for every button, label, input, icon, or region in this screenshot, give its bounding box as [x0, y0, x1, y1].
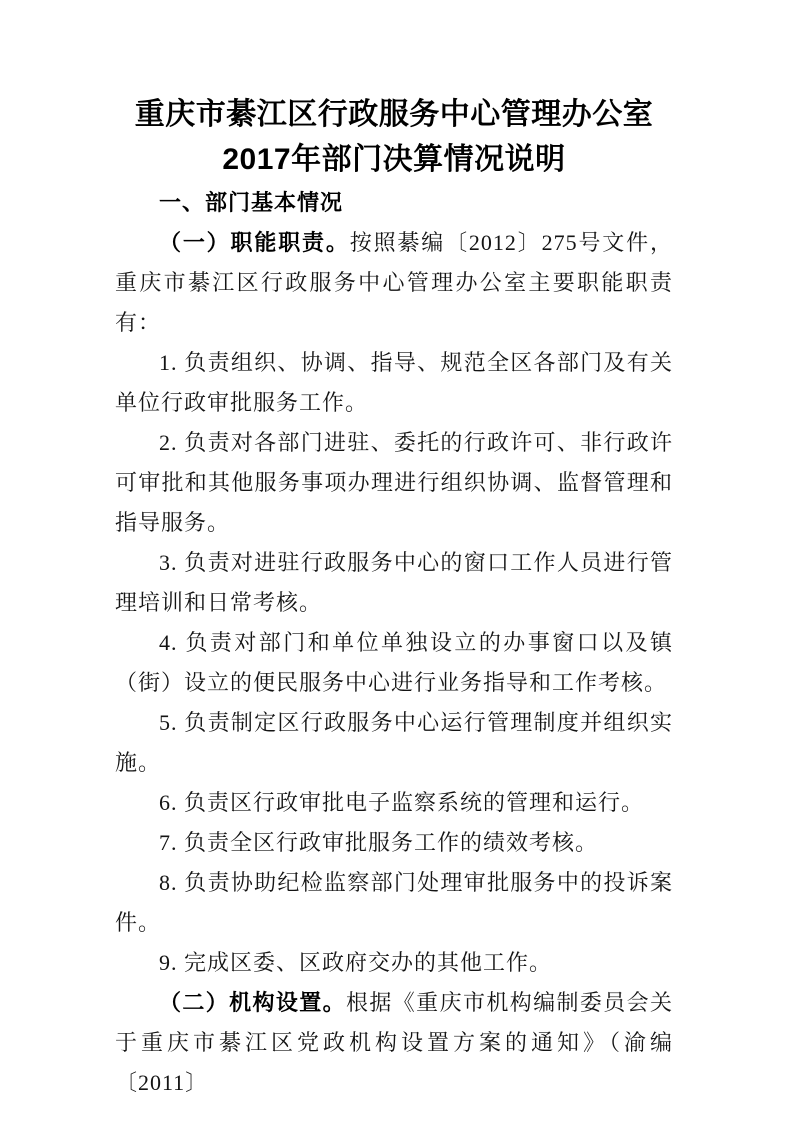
paragraph-duty-7 — [115, 823, 673, 863]
paragraph-duty-5 — [115, 703, 673, 783]
document-title — [115, 92, 673, 182]
paragraph-text: 5. 负责制定区行政服务中心运行管理制度并组织实施。 — [115, 710, 673, 775]
document-title-line-1: 重庆市綦江区行政服务中心管理办公室 — [134, 98, 654, 131]
paragraph-duty-8 — [115, 863, 673, 943]
paragraph-org-setup — [115, 983, 673, 1103]
paragraph-duty-6 — [115, 783, 673, 823]
paragraph-text: 9. 完成区委、区政府交办的其他工作。 — [159, 950, 553, 975]
document-body — [115, 183, 673, 1103]
paragraph-text: 1. 负责组织、协调、指导、规范全区各部门及有关单位行政审批服务工作。 — [115, 350, 673, 415]
paragraph-duty-1 — [115, 343, 673, 423]
paragraph-text: 3. 负责对进驻行政服务中心的窗口工作人员进行管理培训和日常考核。 — [115, 550, 673, 615]
paragraph-duty-4 — [115, 623, 673, 703]
paragraph-text: 8. 负责协助纪检监察部门处理审批服务中的投诉案件。 — [115, 870, 673, 935]
paragraph-text: 按照綦编〔2012〕275号文件，重庆市綦江区行政服务中心管理办公室主要职能职责有： — [115, 230, 673, 335]
paragraph-lead: （一）职能职责。 — [159, 230, 350, 255]
paragraph-text: 2. 负责对各部门进驻、委托的行政许可、非行政许可审批和其他服务事项办理进行组织协调、监督管理和指导服务。 — [115, 430, 673, 535]
section-heading: 一、部门基本情况 — [159, 190, 344, 215]
paragraph-text: 6. 负责区行政审批电子监察系统的管理和运行。 — [159, 790, 645, 815]
paragraph-duty-2 — [115, 423, 673, 543]
paragraph-duties-intro — [115, 223, 673, 343]
paragraph-text: 7. 负责全区行政审批服务工作的绩效考核。 — [159, 830, 599, 855]
paragraph-duty-9 — [115, 943, 673, 983]
document-title-line-2: 2017年部门决算情况说明 — [222, 143, 566, 176]
paragraph-duty-3 — [115, 543, 673, 623]
paragraph-text: 根据《重庆市机构编制委员会关于重庆市綦江区党政机构设置方案的通知》（渝编〔2011〕 — [115, 990, 673, 1095]
paragraph-lead: （二）机构设置。 — [159, 990, 347, 1015]
paragraph-text: 4. 负责对部门和单位单独设立的办事窗口以及镇（街）设立的便民服务中心进行业务指导和工作考核。 — [115, 630, 673, 695]
